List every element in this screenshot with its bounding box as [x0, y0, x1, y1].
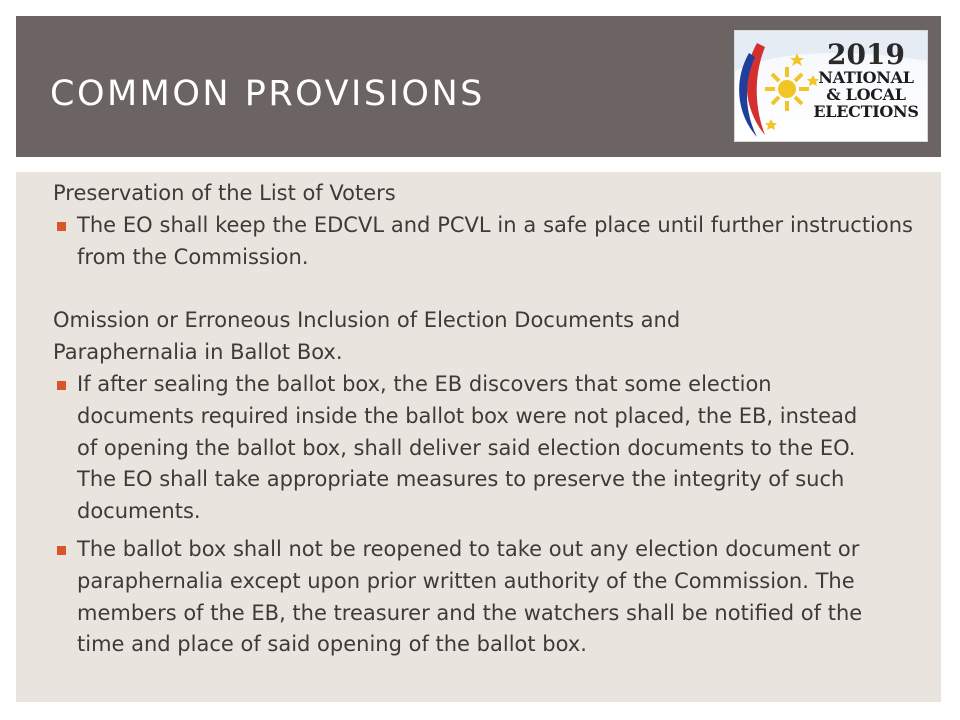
bullet-item: [53, 534, 913, 661]
section-heading: Omission or Erroneous Inclusion of Election Documents and Paraphernalia in Ballot Box.: [53, 308, 681, 365]
bullet-text: The EO shall keep the EDCVL and PCVL in a safe place until further instructions from the Commission.: [77, 212, 913, 269]
bullet-item: [53, 210, 913, 274]
election-logo: [734, 30, 928, 142]
slide-header: [16, 16, 941, 157]
text-block: [53, 178, 913, 663]
logo-line-local: & LOCAL: [826, 85, 906, 104]
slide-title: COMMON PROVISIONS: [50, 74, 485, 114]
square-bullet-icon: [57, 222, 66, 231]
logo-line-elections: ELECTIONS: [813, 102, 919, 121]
logo-line-national: NATIONAL: [818, 68, 914, 87]
bullet-text: If after sealing the ballot box, the EB discovers that some election documents required inside the ballot box were not placed, the EB, instead of opening the ballot box, shall deliver said election documents to the EO. The EO shall take appropriate measures to preserve the integrity of such documents.: [77, 371, 858, 524]
bullet-text: The ballot box shall not be reopened to take out any election document or paraphernalia except upon prior written authority of the Commission. The members of the EB, the treasurer and the watchers shall be notified of the time and place of said opening of the ballot box.: [77, 536, 863, 657]
logo-year: 2019: [827, 38, 905, 71]
section-heading: Preservation of the List of Voters: [53, 181, 396, 205]
slide-body: [16, 172, 941, 702]
square-bullet-icon: [57, 546, 66, 555]
bullet-item: [53, 369, 867, 528]
square-bullet-icon: [57, 381, 66, 390]
logo-text: [807, 38, 925, 121]
